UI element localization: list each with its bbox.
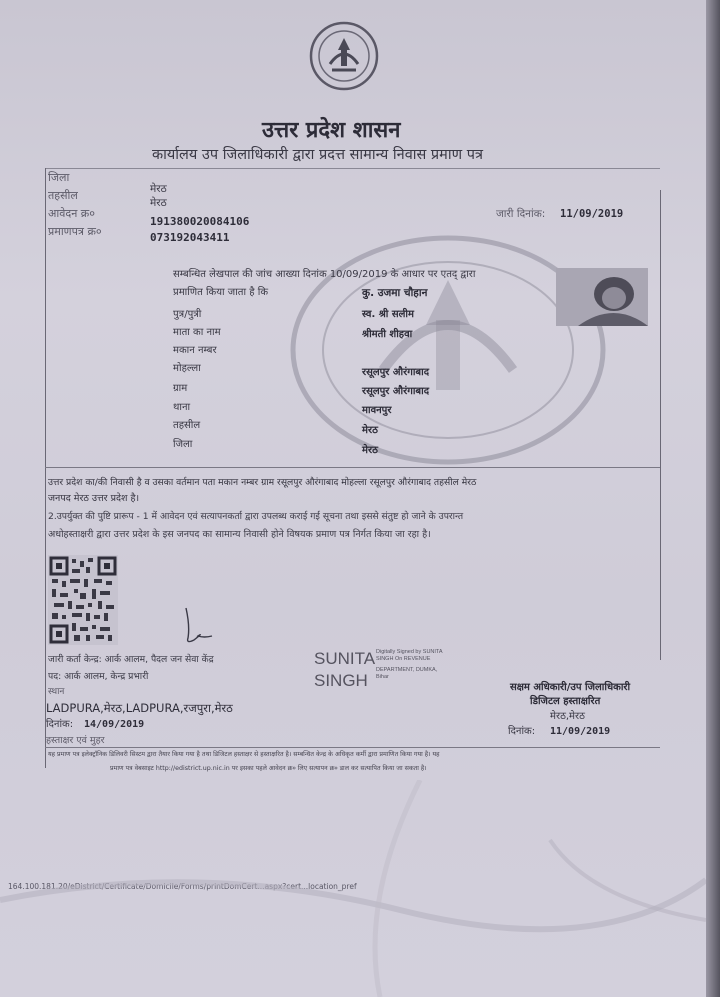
frame-right-border xyxy=(660,190,661,660)
footer-divider xyxy=(45,747,660,748)
frame-top-border xyxy=(45,168,660,169)
frame-left-border xyxy=(45,168,46,768)
signature-seal-label: हस्ताक्षर एवं मुहर xyxy=(46,735,105,746)
field-value-mother: श्रीमती शीहवा xyxy=(362,329,413,340)
field-label-police-station: थाना xyxy=(173,402,191,413)
digital-signer-first-name: SUNITA xyxy=(314,649,376,668)
field-value-mohalla: रसूलपुर औरंगाबाद xyxy=(362,367,430,378)
disclaimer-line-2: प्रमाण पत्र वेबसाइट http://edistrict.up.nic.in पर इसका पहले आवेदन क्र० लिए सत्यापन क्र० डाल कर सत्यापित किया जा सकता है। xyxy=(110,765,427,772)
field-value-village: रसूलपुर औरंगाबाद xyxy=(362,386,430,397)
field-label-house-no: मकान नम्बर xyxy=(173,345,217,356)
field-label-parent: पुत्र/पुत्री xyxy=(173,309,202,320)
field-label-mother: माता का नाम xyxy=(173,327,221,338)
digitally-signed-label: डिजिटल हस्ताक्षरित xyxy=(530,696,601,707)
field-label-district: जिला xyxy=(173,439,193,450)
body-paragraph-2-line-1: 2.उपर्युक्त की पुष्टि प्रारूप - 1 में आवेदन एवं सत्यापनकर्ता द्वारा उपलब्ध कराई गई सूचना तथा इससे संतुष्ट हो जाने के उपरान्त xyxy=(48,511,464,522)
competent-officer-designation: सक्षम अधिकारी/उप जिलाधिकारी xyxy=(510,682,631,693)
field-label-mohalla: मोहल्ला xyxy=(173,363,201,374)
application-number-label: आवेदन क्र० xyxy=(48,207,95,220)
qr-code xyxy=(48,555,118,645)
field-value-tehsil: मेरठ xyxy=(362,425,378,436)
digital-signature-detail-3: DEPARTMENT, DUMKA, xyxy=(376,667,438,673)
disclaimer-line-1: यह प्रमाण पत्र इलेक्ट्रॉनिक डिलिवरी सिस्टम द्वारा तैयार किया गया है तथा डिजिटल हस्ताक्षर से हस्ताक्षरित है। सम्बन्धित केन्द्र के अधिकृत कर्मी द्वारा प्रमाणित किया गया है। यह xyxy=(48,751,440,758)
body-divider xyxy=(45,467,660,468)
body-paragraph-1-line-2: जनपद मेरठ उत्तर प्रदेश है। xyxy=(48,493,140,504)
place-label: स्थान xyxy=(48,687,65,697)
paper-fold-shading xyxy=(0,780,706,997)
up-state-emblem xyxy=(308,20,380,92)
body-paragraph-1-line-1: उत्तर प्रदेश का/की निवासी है व उसका वर्तमान पता मकान नम्बर ग्राम रसूलपुर औरंगाबाद मोहल्ला रसूलपुर औरंगाबाद तहसील मेरठ xyxy=(48,477,477,488)
district-label: जिला xyxy=(48,171,70,184)
intro-line-2: प्रमाणित किया जाता है कि xyxy=(173,287,269,298)
tehsil-value: मेरठ xyxy=(150,197,167,209)
officer-date-label: दिनांक: xyxy=(508,726,536,737)
applicant-photo xyxy=(556,268,648,326)
issuing-center: जारी कर्ता केन्द्र: आर्क आलम, पैदल जन सेवा केंद्र xyxy=(48,654,214,665)
print-url-footer: 164.100.181.20/eDistrict/Certificate/Domicile/Forms/printDomCert...aspx?cert...location_pref xyxy=(8,882,357,891)
place-value: LADPURA,मेरठ,LADPURA,रजपुरा,मेरठ xyxy=(46,701,233,715)
field-label-village: ग्राम xyxy=(173,383,188,394)
digital-signature-detail-1: Digitally Signed by SUNITA xyxy=(376,649,443,655)
issue-place-date-label: दिनांक: xyxy=(46,719,74,730)
officer-place: मेरठ,मेरठ xyxy=(550,711,585,722)
body-paragraph-2-line-2: अधोहस्ताक्षरी द्वारा उत्तर प्रदेश के इस जनपद का सामान्य निवासी होने विषयक प्रमाण पत्र निर्गत किया जा रहा है। xyxy=(48,529,431,540)
digital-signature-detail-2: SINGH On REVENUE xyxy=(376,656,431,662)
applicant-name: कु. उजमा चौहान xyxy=(362,287,428,299)
digital-signer-last-name: SINGH xyxy=(314,671,368,690)
field-value-district: मेरठ xyxy=(362,445,378,456)
handwritten-signature xyxy=(178,604,218,646)
office-title: कार्यालय उप जिलाधिकारी द्वारा प्रदत्त सामान्य निवास प्रमाण पत्र xyxy=(152,147,483,163)
issue-place-date: 14/09/2019 xyxy=(84,719,145,730)
certificate-number: 073192043411 xyxy=(150,231,230,244)
tehsil-label: तहसील xyxy=(48,189,78,202)
district-value: मेरठ xyxy=(150,183,167,195)
digital-signature-detail-4: Bihar xyxy=(376,674,389,680)
issue-date: 11/09/2019 xyxy=(560,208,624,220)
intro-line-1: सम्बन्धित लेखपाल की जांच आख्या दिनांक 10/09/2019 के आधार पर एतद् द्वारा xyxy=(173,269,476,280)
background-edge xyxy=(706,0,720,997)
application-number: 191380020084106 xyxy=(150,215,250,228)
issue-date-label: जारी दिनांक: xyxy=(496,208,546,220)
field-value-parent: स्व. श्री सलीम xyxy=(362,309,414,320)
field-label-tehsil: तहसील xyxy=(173,420,201,431)
officer-sign-date: 11/09/2019 xyxy=(550,726,611,737)
official-seal-stamp xyxy=(288,220,618,470)
field-value-police-station: मावनपुर xyxy=(362,405,392,416)
certificate-number-label: प्रमाणपत्र क्र० xyxy=(48,225,102,238)
government-title: उत्तर प्रदेश शासन xyxy=(262,118,401,143)
center-designation: पद: आर्क आलम, केन्द्र प्रभारी xyxy=(48,671,149,682)
